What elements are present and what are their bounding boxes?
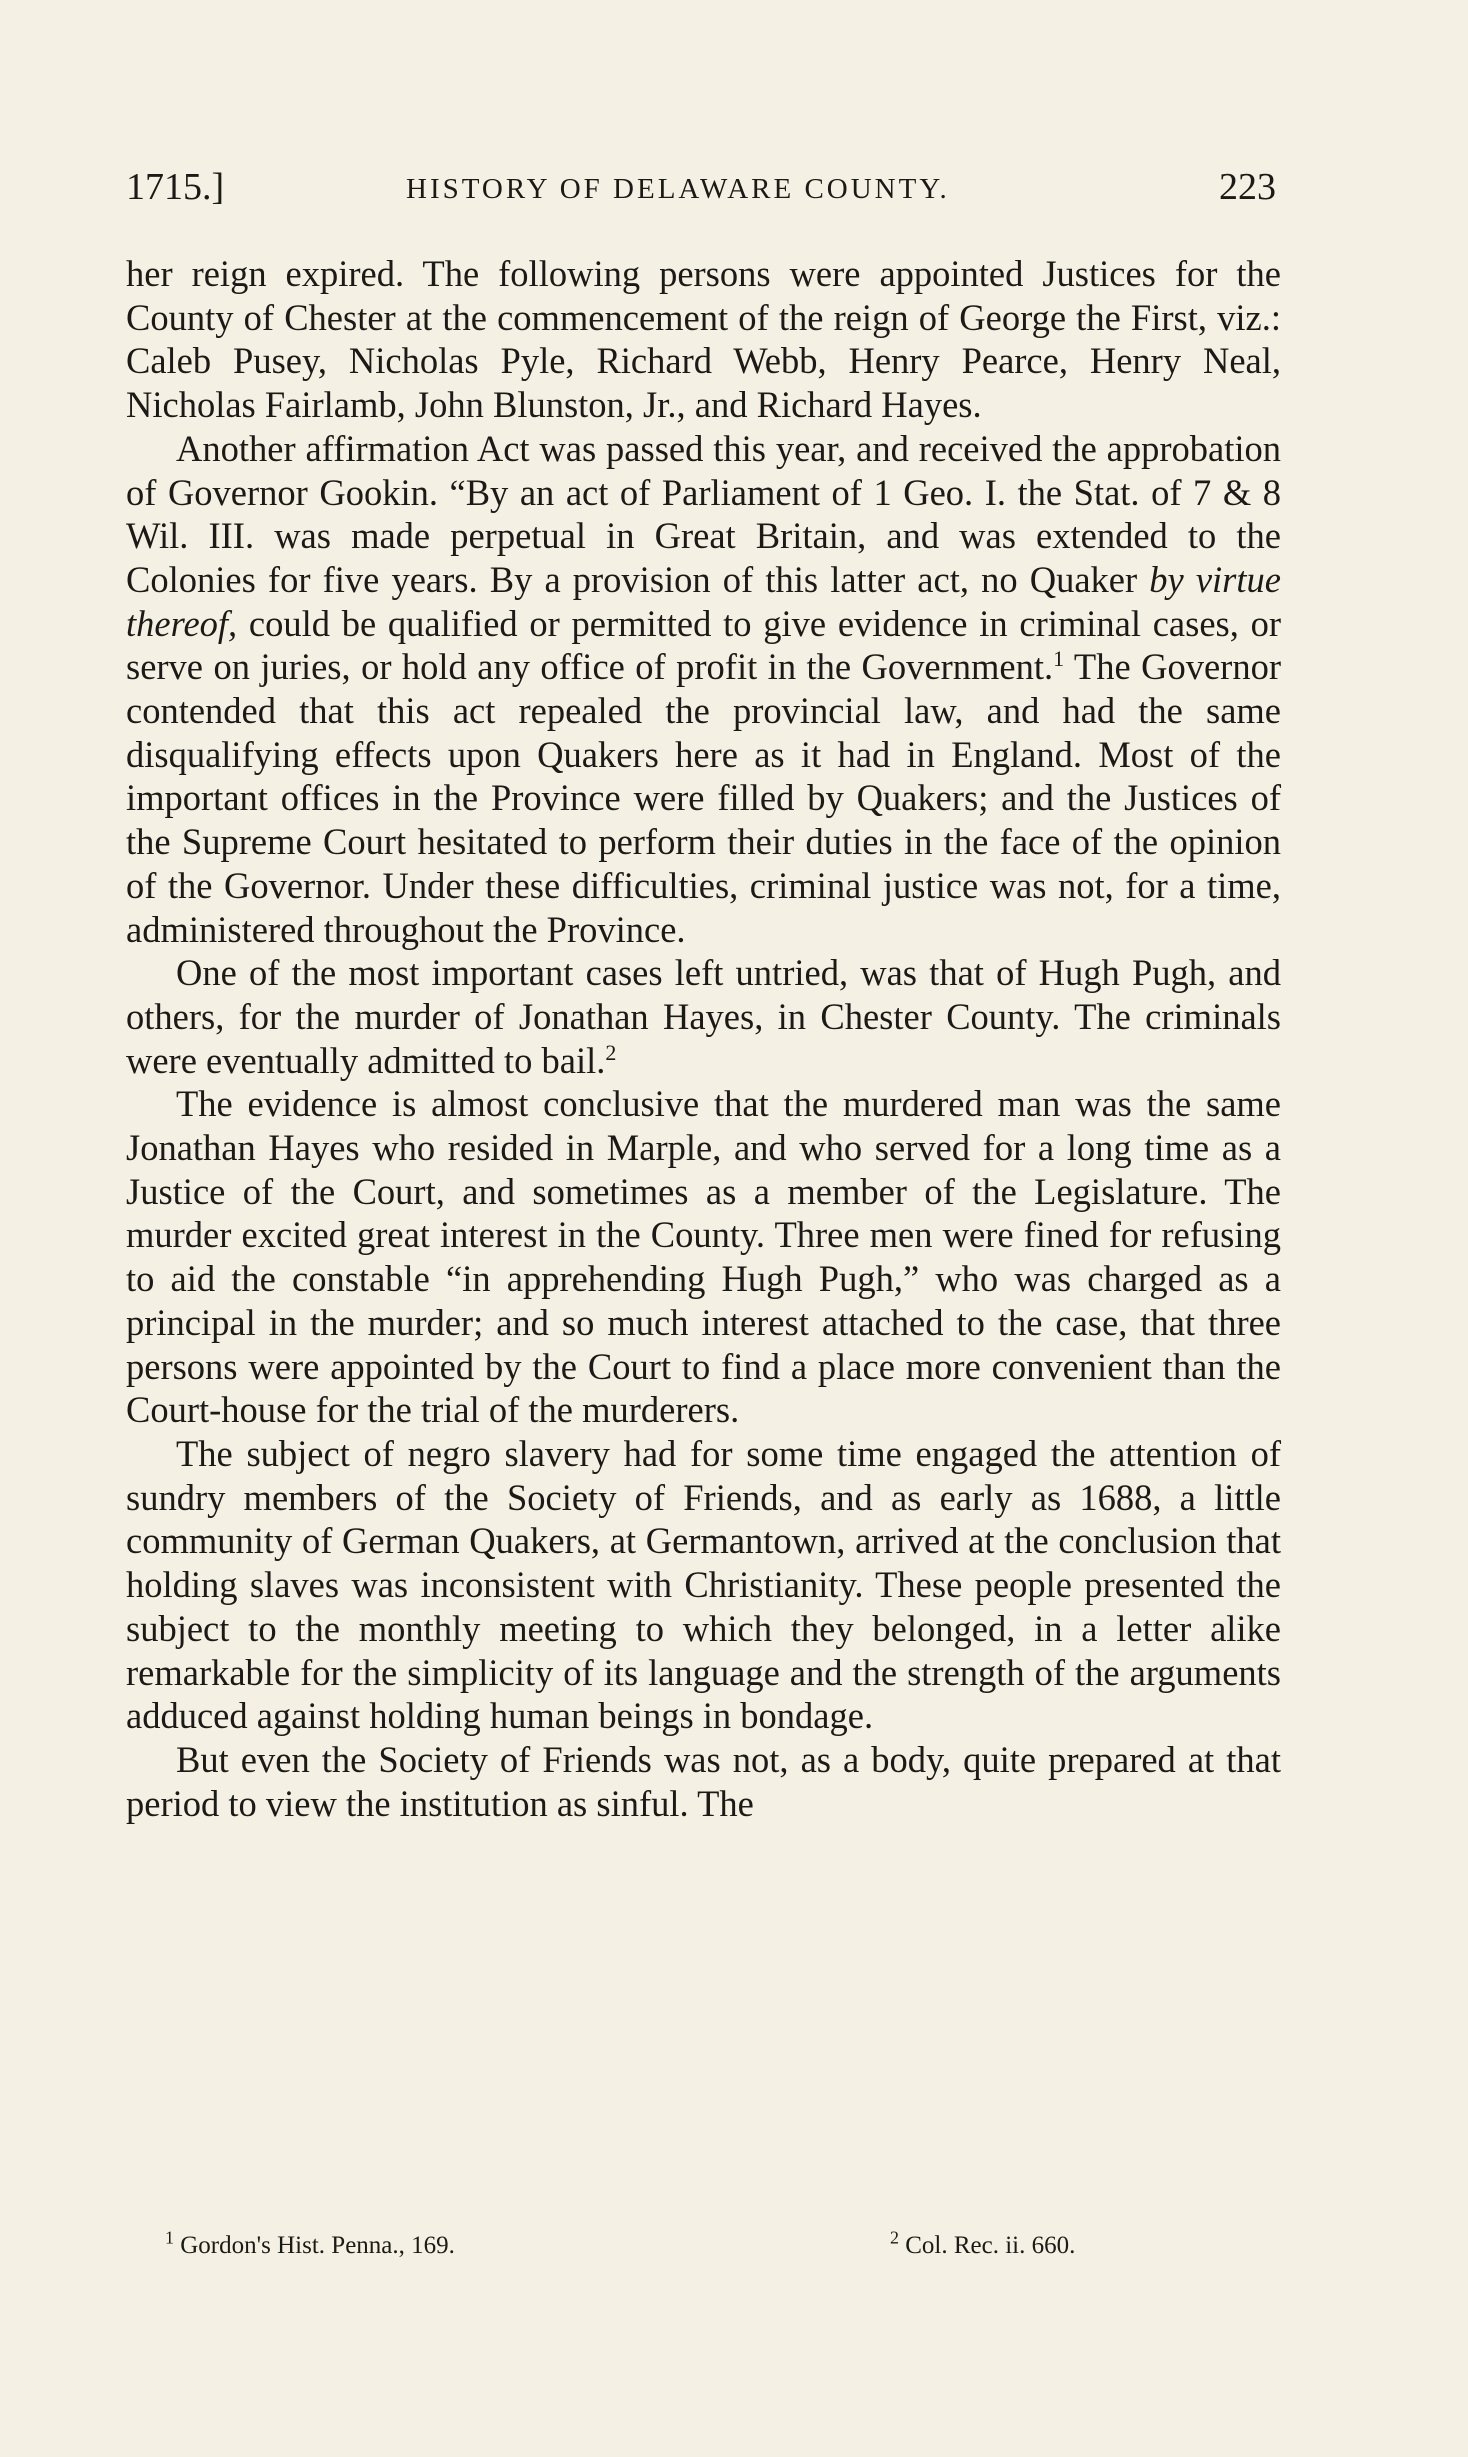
- footnote-1-marker: 1: [165, 2227, 174, 2248]
- footnotes: [165, 2227, 1265, 2272]
- footnote-1-text: Gordon's Hist. Penna., 169.: [174, 2232, 455, 2259]
- paragraph: [126, 1432, 1281, 1738]
- footnote-2-marker: 2: [890, 2227, 899, 2248]
- text-run: The Governor contended that this act repealed the provincial law, and had the same disqualifying effects upon Quakers here as it had in England. Most of the important offices in the Province were filled by Quakers; and the Justices of the Supreme Court hesitated to perform their duties in the face of the opinion of the Governor. Under these difficulties, criminal justice was not, for a time, administered throughout the Province.: [126, 646, 1281, 950]
- paragraph: [126, 951, 1281, 1082]
- header-title: HISTORY OF DELAWARE COUNTY.: [406, 173, 950, 205]
- footnote-2-text: Col. Rec. ii. 660.: [899, 2232, 1076, 2259]
- footnote-reference: 1: [1053, 646, 1065, 672]
- text-run: Another affirmation Act was passed this year, and received the approbation of Governor Gookin. “By an act of Parliament of 1 Geo. I. the Stat. of 7 & 8 Wil. III. was made perpetual in Great Britain, and was extended to the Colonies for five years. By a provision of this latter act, no Quaker: [126, 427, 1281, 600]
- paragraph: [126, 1738, 1281, 1825]
- body-text: [126, 252, 1281, 1825]
- text-run: One of the most important cases left untried, was that of Hugh Pugh, and others, for the murder of Jonathan Hayes, in Chester County. The criminals were eventually admitted to bail.: [126, 952, 1281, 1081]
- page-number: 223: [1219, 166, 1276, 208]
- paragraph: [126, 252, 1281, 427]
- footnote-2: [890, 2227, 1076, 2260]
- paragraph: [126, 1082, 1281, 1432]
- text-run: The subject of negro slavery had for some time engaged the attention of sundry members of the Society of Friends, and as early as 1688, a little community of German Quakers, at Germantown, arrived at the conclusion that holding slaves was inconsistent with Christianity. These people presented the subject to the monthly meeting to which they belonged, in a letter alike remarkable for the simplicity of its language and the strength of the arguments adduced against holding human beings in bondage.: [126, 1432, 1281, 1737]
- footnote-1: [165, 2227, 455, 2260]
- header-year: 1715.]: [126, 166, 225, 208]
- text-run: her reign expired. The following persons were appointed Justices for the County of Chester at the commencement of the reign of George the First, viz.: Caleb Pusey, Nicholas Pyle, Richard Webb, Henry Pearce, Henry Neal, Nicholas Fairlamb, John Blunston, Jr., and Richard Hayes.: [126, 253, 1281, 426]
- text-run: The evidence is almost conclusive that the murdered man was the same Jonathan Hayes who resided in Marple, and who served for a long time as a Justice of the Court, and sometimes as a member of the Legislature. The murder excited great interest in the County. Three men were fined for refusing to aid the constable “in apprehending Hugh Pugh,” who was charged as a principal in the murder; and so much interest attached to the case, that three persons were appointed by the Court to find a place more convenient than the Court-house for the trial of the murderers.: [126, 1083, 1281, 1431]
- text-run: But even the Society of Friends was not, as a body, quite prepared at that period to view the institution as sinful. The: [126, 1738, 1281, 1824]
- paragraph: [126, 427, 1281, 951]
- italic-text: by virtue thereof,: [126, 558, 1281, 644]
- text-run: could be qualified or permitted to give evidence in criminal cases, or serve on juries, or hold any office of profit in the Government.: [126, 602, 1281, 688]
- footnote-reference: 2: [605, 1039, 617, 1065]
- running-header: [126, 165, 1276, 225]
